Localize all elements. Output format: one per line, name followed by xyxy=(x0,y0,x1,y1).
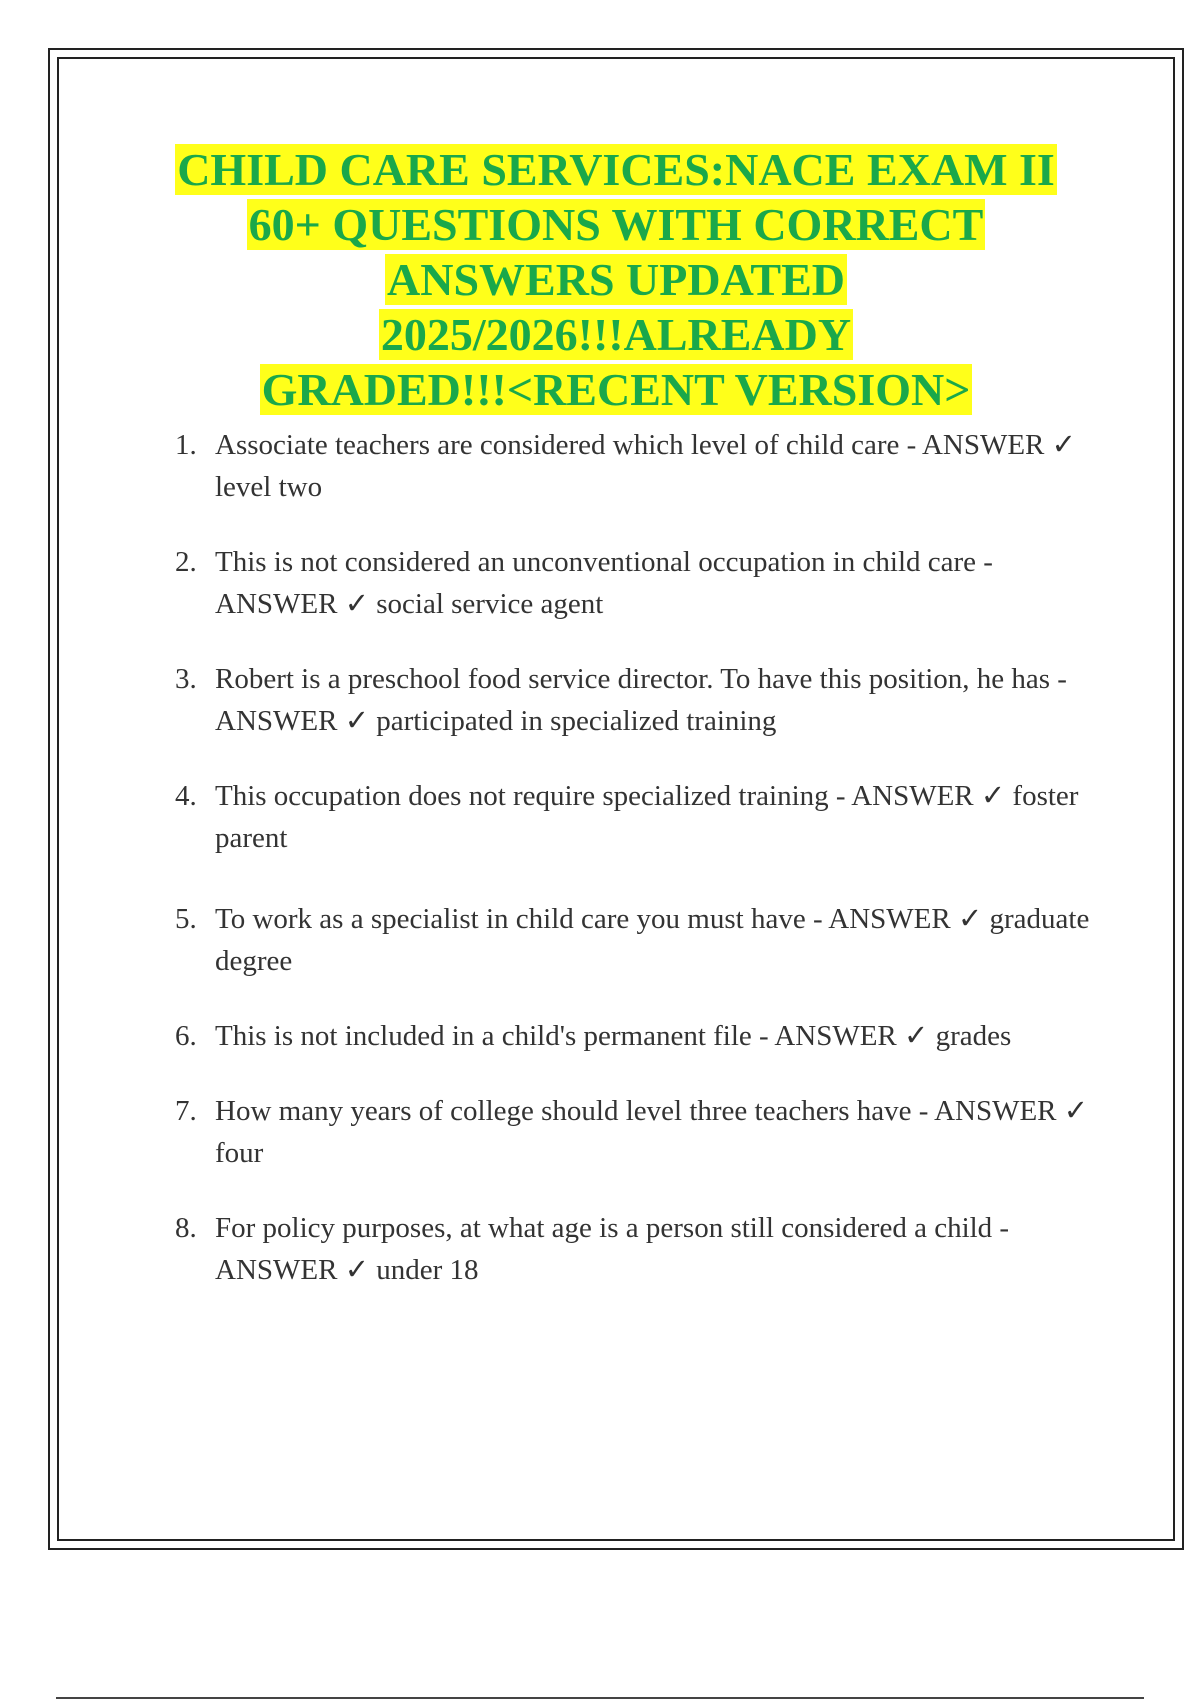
title-line: 60+ QUESTIONS WITH CORRECT xyxy=(248,199,984,250)
question-item xyxy=(175,658,1095,742)
question-item xyxy=(175,1090,1095,1174)
question-number: 5. xyxy=(175,903,197,935)
question-item xyxy=(175,541,1095,625)
question-number: 1. xyxy=(175,429,197,461)
question-number: 3. xyxy=(175,663,197,695)
question-item xyxy=(175,775,1095,859)
question-number: 7. xyxy=(175,1095,197,1127)
question-item xyxy=(175,424,1095,508)
question-item xyxy=(175,898,1095,982)
question-text: Robert is a preschool food service director. To have this position, he has - ANSWER ✓ participated in specialized training xyxy=(215,663,1067,737)
question-number: 2. xyxy=(175,546,197,578)
question-item xyxy=(175,1207,1095,1291)
question-number: 4. xyxy=(175,780,197,812)
question-text: This occupation does not require specialized training - ANSWER ✓ foster parent xyxy=(215,780,1079,854)
page-footer-divider xyxy=(56,1697,1144,1699)
question-text: This is not considered an unconventional occupation in child care - ANSWER ✓ social service agent xyxy=(215,546,993,620)
question-text: How many years of college should level three teachers have - ANSWER ✓ four xyxy=(215,1095,1089,1169)
question-text: This is not included in a child's permanent file - ANSWER ✓ grades xyxy=(215,1020,1012,1052)
question-number: 8. xyxy=(175,1212,197,1244)
question-text: To work as a specialist in child care you must have - ANSWER ✓ graduate degree xyxy=(215,903,1090,977)
question-text: Associate teachers are considered which level of child care - ANSWER ✓ level two xyxy=(215,429,1076,503)
question-item xyxy=(175,1015,1095,1057)
question-list xyxy=(175,424,1095,1291)
title-line: CHILD CARE SERVICES:NACE EXAM II xyxy=(177,144,1055,195)
document-title xyxy=(100,142,1132,417)
question-number: 6. xyxy=(175,1020,197,1052)
title-line: 2025/2026!!!ALREADY xyxy=(380,309,852,360)
title-line: ANSWERS UPDATED xyxy=(387,254,845,305)
question-text: For policy purposes, at what age is a person still considered a child - ANSWER ✓ under 18 xyxy=(215,1212,1010,1286)
title-line: GRADED!!!<RECENT VERSION> xyxy=(261,364,971,415)
